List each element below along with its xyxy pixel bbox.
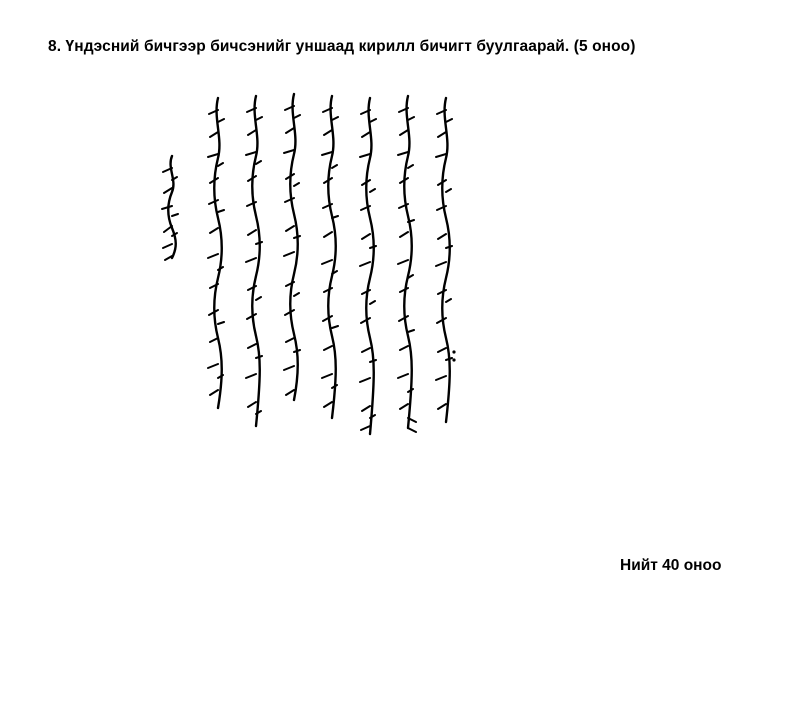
script-column-7 xyxy=(436,98,456,422)
script-signature-column xyxy=(162,156,178,260)
script-column-5 xyxy=(360,98,376,434)
question-title: 8. Үндэсний бичгээр бичсэнийг уншаад кирилл бичигт буулгаарай. (5 оноо) xyxy=(48,38,636,55)
script-column-4 xyxy=(322,96,338,418)
total-score: Нийт 40 оноо xyxy=(620,557,722,574)
script-column-1 xyxy=(208,98,224,408)
script-column-2 xyxy=(246,96,262,426)
script-column-3 xyxy=(284,94,300,400)
mongolian-script-passage xyxy=(150,88,470,468)
mongolian-script-drawing xyxy=(150,88,470,468)
script-column-6 xyxy=(398,96,416,432)
